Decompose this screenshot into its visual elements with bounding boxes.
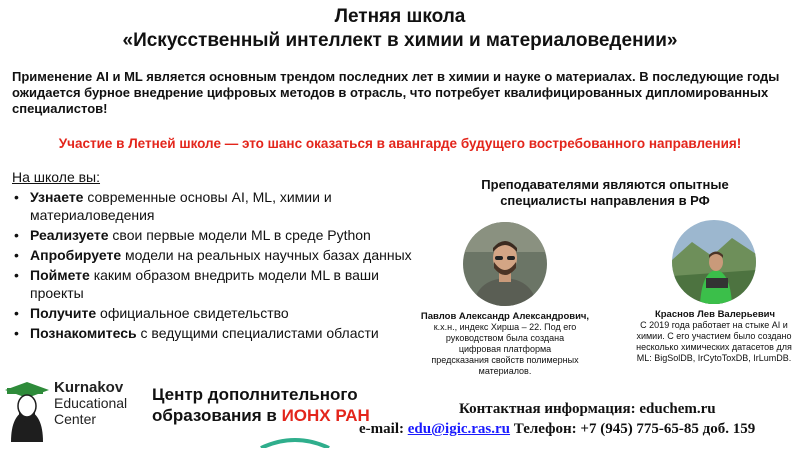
teacher-photo-pavlov <box>463 222 547 306</box>
benefit-verb: Получите <box>30 305 97 321</box>
logo-line3: Center <box>54 411 97 427</box>
benefit-text: свои первые модели ML в среде Python <box>108 227 371 243</box>
teacher-desc-pavlov: к.х.н., индекс Хирша – 22. Под его руководством была создана цифровая платформа предсказания свойств полимерных материалов. <box>431 322 579 376</box>
teacher-desc-krasnov: С 2019 года работает на стыке AI и химии. С его участием было создано несколько химических датасетов для ML: BigSolDB, IrCytoToxDB, IrLumDB. <box>636 320 792 363</box>
benefit-text: с ведущими специалистами области <box>136 325 379 341</box>
teacher-name-pavlov: Павлов Александр Александрович, <box>420 311 590 322</box>
benefit-item <box>12 226 412 244</box>
phone-text: Телефон: +7 (945) 775-65-85 доб. 159 <box>510 421 756 437</box>
logo-line2: Educational <box>54 395 128 411</box>
benefit-item <box>12 324 412 342</box>
benefit-text: каким образом внедрить модели ML в ваши проекты <box>30 267 379 301</box>
benefits-list <box>12 188 412 344</box>
teacher-photo-krasnov <box>672 220 756 304</box>
contact-heading: Контактная информация: educhem.ru <box>459 401 716 417</box>
benefit-verb: Апробируете <box>30 247 122 263</box>
page-title: Летняя школа <box>334 6 466 27</box>
center-line2 <box>152 405 370 426</box>
benefit-verb: Реализуете <box>30 227 109 243</box>
teachers-heading: Преподавателями являются опытные специалисты направления в РФ <box>481 177 729 208</box>
benefit-item <box>12 246 412 264</box>
benefit-verb: Поймете <box>30 267 90 283</box>
benefit-verb: Узнаете <box>30 189 84 205</box>
email-link[interactable]: edu@igic.ras.ru <box>407 421 511 437</box>
contact-line <box>359 421 755 438</box>
benefits-heading: На школе вы: <box>12 169 101 185</box>
benefit-item <box>12 304 412 322</box>
center-org-name: ИОНХ РАН <box>281 406 370 425</box>
logo-line1: Kurnakov <box>54 379 124 396</box>
arc-icon <box>255 434 335 448</box>
benefit-text: модели на реальных научных базах данных <box>121 247 412 263</box>
center-line2-prefix: образования в <box>152 406 282 425</box>
page-subtitle: «Искусственный интеллект в химии и материаловедении» <box>122 30 678 51</box>
email-label: e-mail: <box>359 421 408 437</box>
teacher-name-krasnov: Краснов Лев Валерьевич <box>654 309 776 320</box>
benefit-verb: Познакомитесь <box>30 325 137 341</box>
decorative-arc <box>255 434 335 448</box>
cta-text: Участие в Летней школе — это шанс оказаться в авангарде будущего востребованного направления! <box>58 136 742 151</box>
center-line1: Центр дополнительного <box>152 385 358 404</box>
portrait-icon <box>463 222 547 306</box>
benefit-item <box>12 188 412 224</box>
benefit-item <box>12 266 412 302</box>
benefit-text: официальное свидетельство <box>96 305 289 321</box>
intro-paragraph: Применение AI и ML является основным трендом последних лет в химии и науке о материалах. В последующие годы ожидается бурное внедрение цифровых методов в отрасль, что потребует квалифицированных дипломированных специалистов! <box>12 69 780 116</box>
graduate-portrait-icon <box>3 380 51 442</box>
portrait-icon <box>672 220 756 304</box>
kurnakov-logo-emblem <box>3 380 51 442</box>
education-center-text <box>152 384 370 426</box>
benefit-text: современные основы AI, ML, химии и материаловедения <box>30 189 332 223</box>
